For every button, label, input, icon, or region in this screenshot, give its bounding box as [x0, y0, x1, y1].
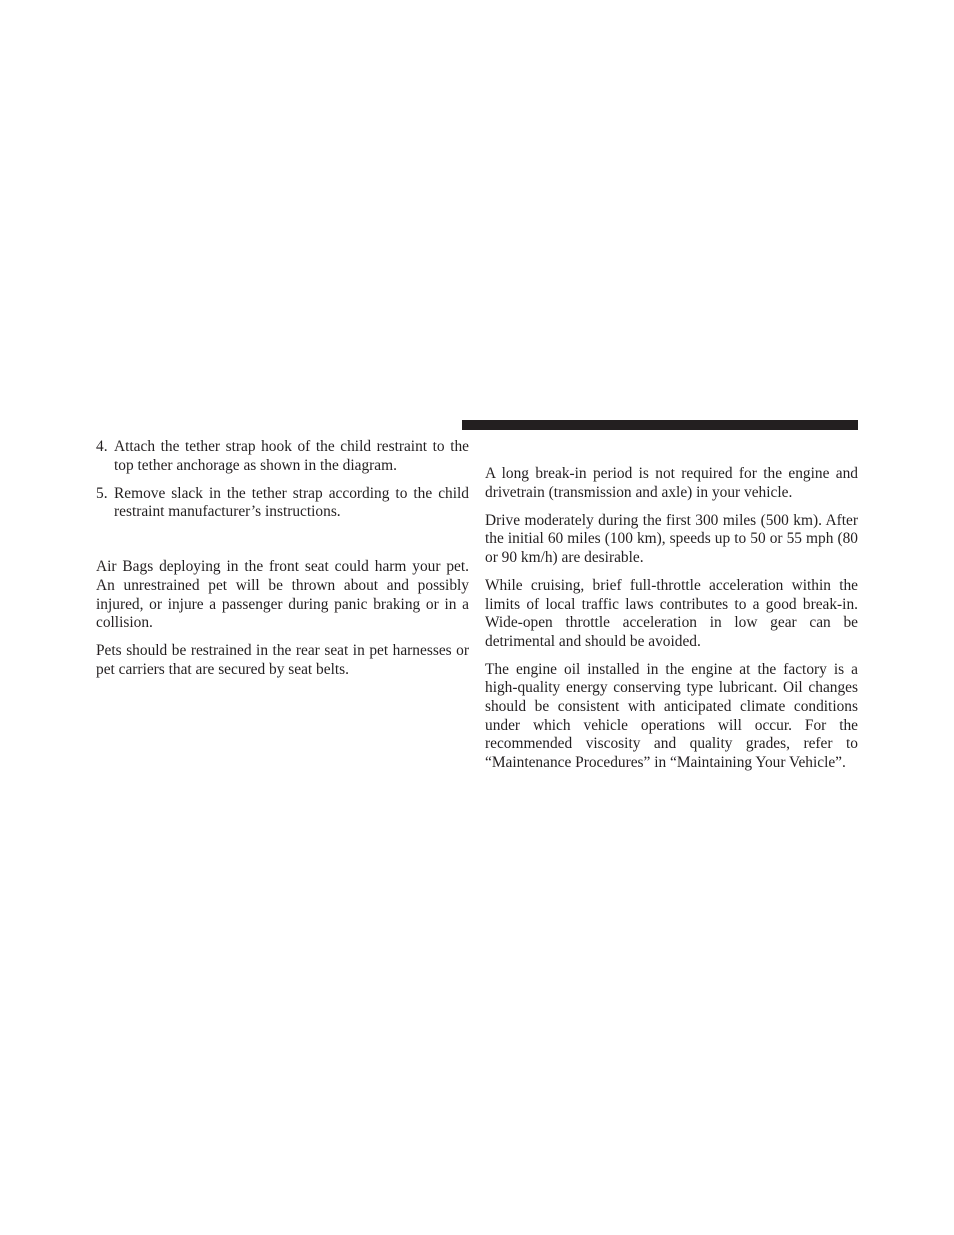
drive-moderately-paragraph: Drive moderately during the first 300 miles (500 km). After the initial 60 miles (100 km), speeds up to 50 or 55 mph (80 or 90 km/h) are desirable. [485, 511, 858, 566]
list-item-step-4 [96, 438, 469, 475]
section-gap [96, 531, 469, 558]
step-text: Attach the tether strap hook of the child restraint to the top tether anchorage as shown in the diagram. [114, 438, 469, 474]
left-column [96, 438, 469, 689]
break-in-intro-paragraph: A long break-in period is not required for the engine and drivetrain (transmission and axle) in your vehicle. [485, 465, 858, 501]
step-text: Remove slack in the tether strap according to the child restraint manufacturer’s instructions. [114, 484, 469, 521]
step-number: 4. [96, 438, 108, 455]
engine-oil-paragraph: The engine oil installed in the engine at the factory is a high-quality energy conserving type lubricant. Oil changes should be consistent with anticipated climate conditions under which vehicle operations will occur. For the recommended viscosity and quality grades, refer to “Maintenance Procedures” in “Maintaining Your Vehicle”. [485, 660, 858, 771]
step-number: 5. [96, 484, 108, 502]
right-column [485, 465, 858, 782]
list-item-step-5 [96, 485, 469, 522]
pet-restraint-paragraph: Pets should be restrained in the rear seat in pet harnesses or pet carriers that are secured by seat belts. [96, 642, 469, 678]
pet-airbag-paragraph: Air Bags deploying in the front seat could harm your pet. An unrestrained pet will be thrown about and possibly injured, or injure a passenger during panic braking or in a collision. [96, 558, 469, 632]
section-header-bar [462, 420, 858, 430]
cruising-paragraph: While cruising, brief full-throttle acceleration within the limits of local traffic laws contributes to a good break-in. Wide-open throttle acceleration in low gear can be detrimental and should be avoided. [485, 576, 858, 650]
